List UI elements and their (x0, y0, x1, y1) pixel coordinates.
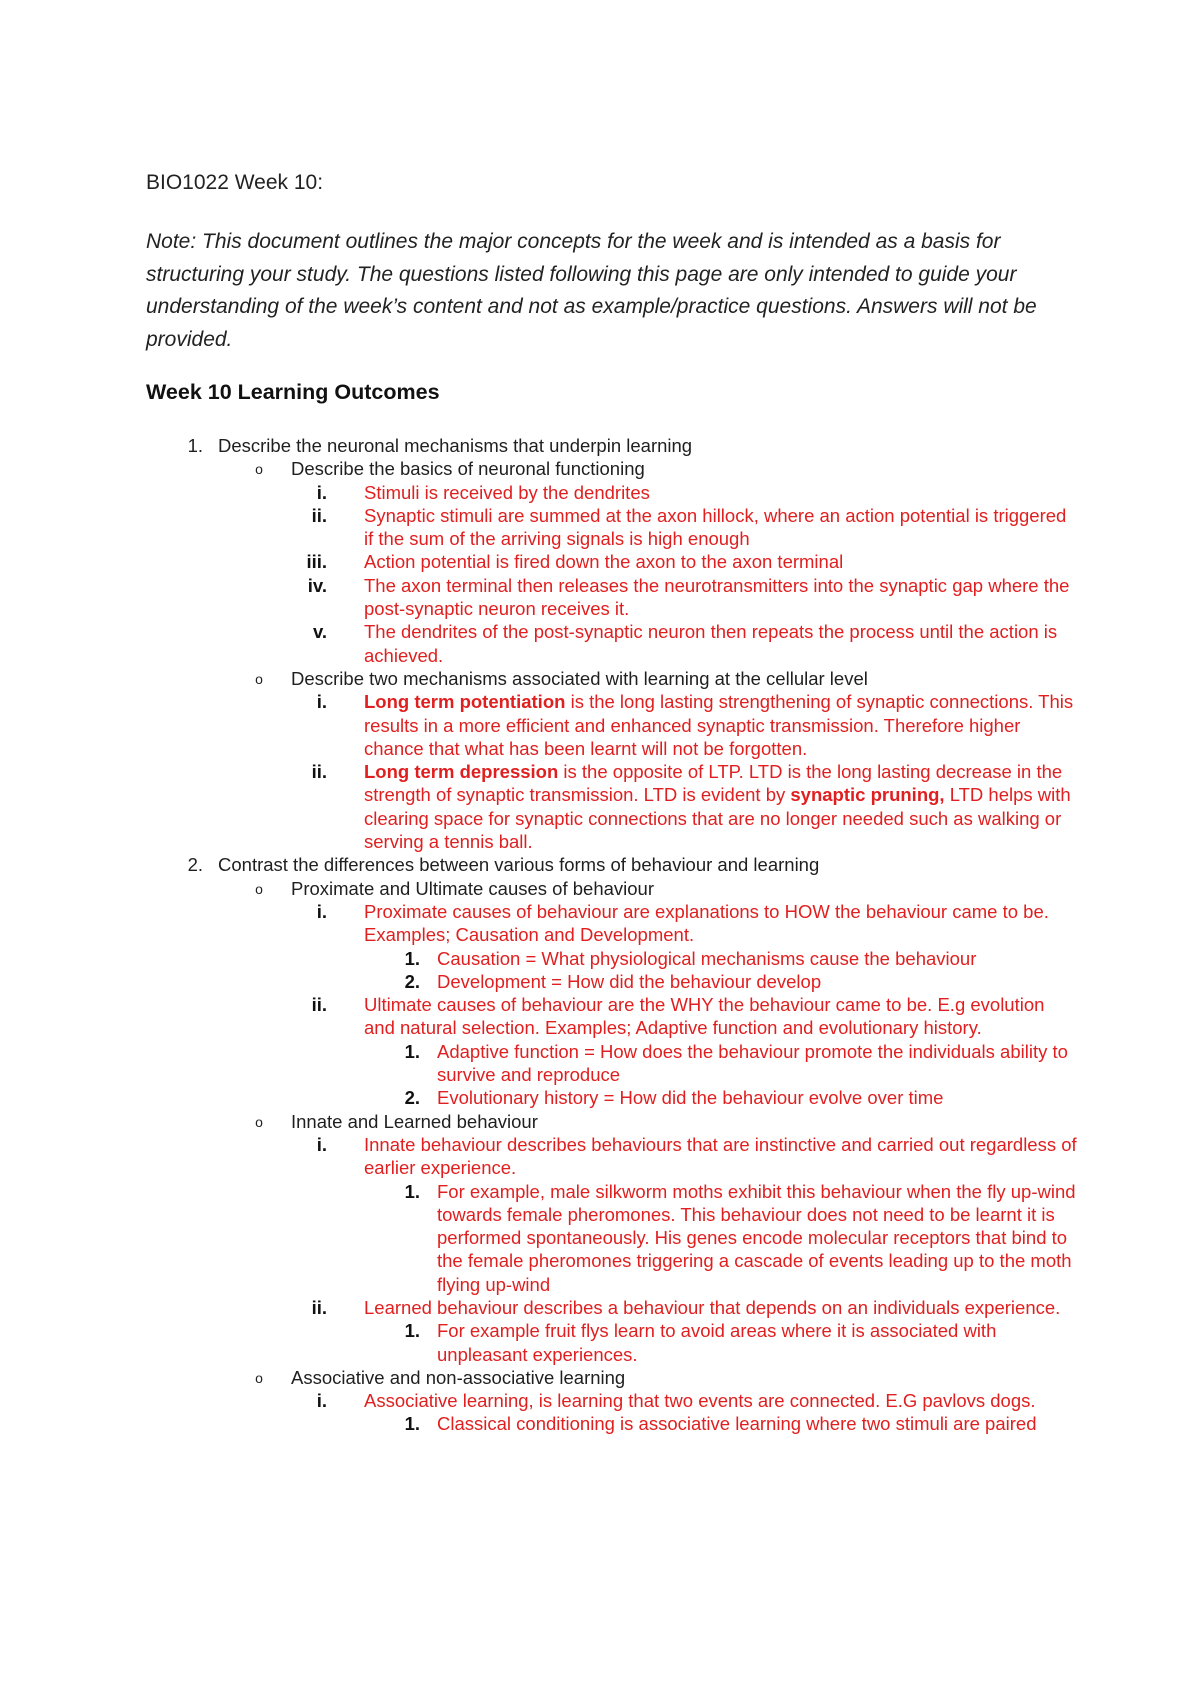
outline-item-text: Describe the basics of neuronal functioning (291, 458, 645, 480)
list-marker: 2. (404, 970, 420, 992)
list-marker: iv. (307, 574, 327, 596)
outline-item-level-3 (0, 760, 1200, 853)
bold-term: Long term potentiation (364, 691, 566, 713)
list-marker: i. (316, 481, 327, 503)
outline-item-level-3 (0, 1389, 1200, 1412)
text-run: is the long lasting strengthening of synaptic connections. This results in a more efficient and enhanced synaptic transmission. Therefore higher chance that what has been learnt will not be forgotten. (364, 691, 1074, 759)
list-marker: ii. (311, 1296, 327, 1318)
outline-item-text: Development = How did the behaviour develop (437, 970, 822, 992)
outline-item-text: Adaptive function = How does the behaviour promote the individuals ability to survive and reproduce (437, 1040, 1068, 1086)
text-run: is the opposite of LTP. LTD is the long lasting decrease in the strength of synaptic transmission. LTD is evident by (364, 761, 1063, 806)
outline-item-text: Contrast the differences between various forms of behaviour and learning (218, 854, 820, 876)
outline-item-text: Describe two mechanisms associated with learning at the cellular level (291, 667, 868, 689)
list-marker: i. (316, 691, 327, 713)
outline-item-text: Innate and Learned behaviour (291, 1110, 538, 1132)
list-marker: v. (312, 621, 327, 643)
list-marker: ii. (311, 994, 327, 1016)
bold-term: synaptic pruning, (790, 784, 945, 806)
outline-item-text: Ultimate causes of behaviour are the WHY the behaviour came to be. E.g evolution and natural selection. Examples; Adaptive function and evolutionary history. (364, 994, 1045, 1039)
outline-item-level-4 (0, 970, 1200, 993)
outline-item-text: Associative and non-associative learning (291, 1366, 626, 1388)
outline-item-level-3 (0, 993, 1200, 1040)
list-marker: 1. (404, 1180, 420, 1202)
outline-item-level-4 (0, 1319, 1200, 1366)
outline-item-text: Stimuli is received by the dendrites (364, 481, 650, 503)
outline-item-text: The axon terminal then releases the neurotransmitters into the synaptic gap where the post-synaptic neuron receives it. (364, 574, 1070, 620)
outline-item-text: Evolutionary history = How did the behaviour evolve over time (437, 1087, 944, 1109)
list-marker: 1. (404, 1040, 420, 1062)
outline-item-level-3 (0, 550, 1200, 573)
outline-item-text: Action potential is fired down the axon to the axon terminal (364, 551, 844, 573)
outline-item-text: For example fruit flys learn to avoid areas where it is associated with unpleasant experiences. (437, 1320, 997, 1365)
list-marker: ii. (311, 504, 327, 526)
list-marker: 2. (404, 1087, 420, 1109)
list-marker: 1. (187, 435, 203, 456)
outline-item-text: Learned behaviour describes a behaviour that depends on an individuals experience. (364, 1296, 1061, 1318)
outline-item-level-3 (0, 1133, 1200, 1180)
bullet-marker: o (255, 880, 263, 897)
outline-item-text: Classical conditioning is associative learning where two stimuli are paired (437, 1413, 1037, 1435)
outline-item-text: Synaptic stimuli are summed at the axon hillock, where an action potential is triggered if the sum of the arriving signals is high enough (364, 504, 1067, 550)
text-run: LTD helps with clearing space for synaptic connections that are no longer needed such as walking or serving a tennis ball. (364, 784, 1071, 853)
outline-item-level-2 (0, 1366, 1200, 1389)
outline-item-text: Innate behaviour describes behaviours that are instinctive and carried out regardless of earlier experience. (364, 1133, 1077, 1179)
outline-item-text: Proximate causes of behaviour are explanations to HOW the behaviour came to be. Examples; Causation and Development. (364, 900, 1049, 946)
outline-item-level-2 (0, 457, 1200, 480)
list-marker: 1. (404, 1413, 420, 1435)
outline-item-level-1 (0, 434, 1200, 457)
outline-item-level-4 (0, 947, 1200, 970)
list-marker: i. (316, 1133, 327, 1155)
outline-item-level-3 (0, 574, 1200, 621)
outline-item-level-4 (0, 1040, 1200, 1087)
outline-item-level-3 (0, 900, 1200, 947)
outline-item-text: The dendrites of the post-synaptic neuron then repeats the process until the action is achieved. (364, 621, 1058, 666)
outline-item-text: For example, male silkworm moths exhibit this behaviour when the fly up-wind towards female pheromones. This behaviour does not need to be learnt it is performed spontaneously. His genes encode molecular receptors that bind to the female pheromones triggering a cascade of events leading up to the moth flying up-wind (437, 1180, 1076, 1295)
outline-item-level-4 (0, 1412, 1200, 1435)
outline-item-level-3 (0, 620, 1200, 667)
outline-item-text: Associative learning, is learning that two events are connected. E.G pavlovs dogs. (364, 1390, 1036, 1412)
outline-item-text (364, 761, 1071, 852)
section-heading: Week 10 Learning Outcomes (146, 380, 440, 404)
outline-item-text: Proximate and Ultimate causes of behaviour (291, 877, 654, 899)
outline-item-level-4 (0, 1180, 1200, 1296)
list-marker: 2. (187, 854, 203, 876)
learning-outcomes-outline (0, 434, 1200, 1436)
outline-item-level-2 (0, 1110, 1200, 1133)
outline-item-text: Causation = What physiological mechanisms cause the behaviour (437, 947, 977, 969)
bold-term: Long term depression (364, 761, 559, 783)
outline-item-level-4 (0, 1086, 1200, 1109)
list-marker: 1. (404, 1320, 420, 1342)
outline-item-level-2 (0, 667, 1200, 690)
list-marker: ii. (311, 761, 327, 783)
outline-item-level-3 (0, 690, 1200, 760)
study-note: Note: This document outlines the major concepts for the week and is intended as a basis for structuring your study. The questions listed following this page are only intended to guide your understanding of the week’s content and not as example/practice questions. Answers will not be provided. (146, 230, 1037, 351)
outline-item-level-3 (0, 1296, 1200, 1319)
bullet-marker: o (255, 461, 263, 478)
bullet-marker: o (255, 1369, 263, 1386)
list-marker: iii. (306, 551, 327, 573)
bullet-marker: o (255, 670, 263, 687)
list-marker: i. (316, 1390, 327, 1412)
outline-item-level-2 (0, 877, 1200, 900)
outline-item-text: Describe the neuronal mechanisms that underpin learning (218, 435, 693, 456)
list-marker: 1. (404, 947, 420, 969)
document-title: BIO1022 Week 10: (146, 171, 324, 194)
outline-item-level-1 (0, 853, 1200, 876)
list-marker: i. (316, 900, 327, 922)
bullet-marker: o (255, 1113, 263, 1130)
outline-item-level-3 (0, 504, 1200, 551)
outline-item-text (364, 691, 1073, 759)
outline-item-level-3 (0, 481, 1200, 504)
